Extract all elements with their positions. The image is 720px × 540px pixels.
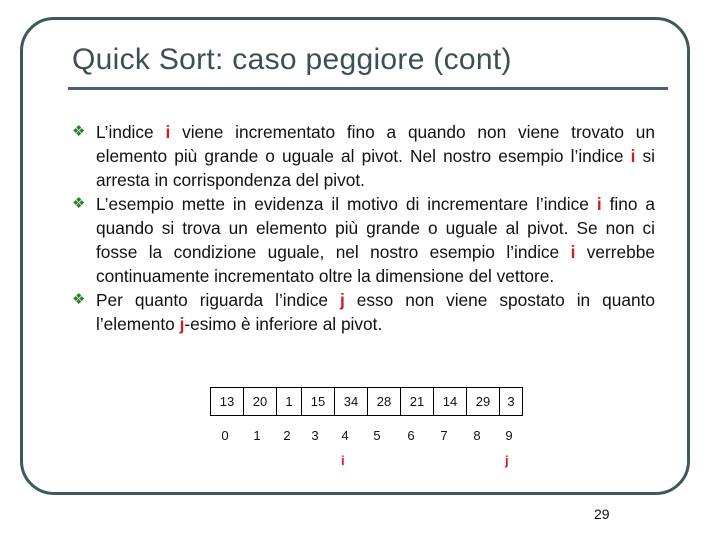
array-index: 5 (373, 428, 381, 443)
array-index: 7 (440, 428, 448, 443)
array-index: 2 (283, 428, 291, 443)
bullet-item: ❖ L’indice i viene incrementato fino a quando non viene trovato un elemento più grande o uguale al pivot. Nel nostro esempio l’indice i si arresta in corrispondenza del pivot. (72, 122, 655, 190)
array-row (211, 388, 523, 416)
array-cell: 1 (277, 388, 302, 416)
array-cell: 34 (335, 388, 368, 416)
array-index: 3 (311, 428, 319, 443)
array-cell: 29 (467, 388, 500, 416)
title-underline (68, 87, 668, 90)
pointer-i-label: i (341, 453, 345, 468)
array-cell: 13 (211, 388, 244, 416)
page-number: 29 (594, 506, 610, 522)
array-table (210, 387, 523, 416)
array-cell: 20 (244, 388, 277, 416)
diamond-bullet-icon: ❖ (72, 291, 86, 308)
diamond-bullet-icon: ❖ (72, 123, 86, 140)
array-cell: 21 (401, 388, 434, 416)
array-cell: 28 (368, 388, 401, 416)
array-index: 0 (221, 428, 229, 443)
diamond-bullet-icon: ❖ (72, 195, 86, 212)
pointer-j-label: j (505, 453, 509, 468)
bullet-item: ❖ L’esempio mette in evidenza il motivo di incrementare l’indice i fino a quando si trova un elemento più grande o uguale al pivot. Se non ci fosse la condizione uguale, nel nostro esempio l’indice i verrebbe continuamente incrementato oltre la dimensione del vettore. (72, 194, 655, 286)
array-cell: 14 (434, 388, 467, 416)
array-index: 6 (407, 428, 415, 443)
array-cell: 15 (302, 388, 335, 416)
array-cell: 3 (500, 388, 523, 416)
bullet-list (72, 120, 655, 336)
bullet-item: ❖ Per quanto riguarda l’indice j esso non viene spostato in quanto l’elemento j-esimo è inferiore al pivot. (72, 290, 655, 334)
array-index: 4 (341, 428, 349, 443)
array-index: 1 (253, 428, 261, 443)
array-index: 8 (473, 428, 481, 443)
slide-title: Quick Sort: caso peggiore (cont) (72, 43, 512, 76)
array-index: 9 (505, 428, 513, 443)
